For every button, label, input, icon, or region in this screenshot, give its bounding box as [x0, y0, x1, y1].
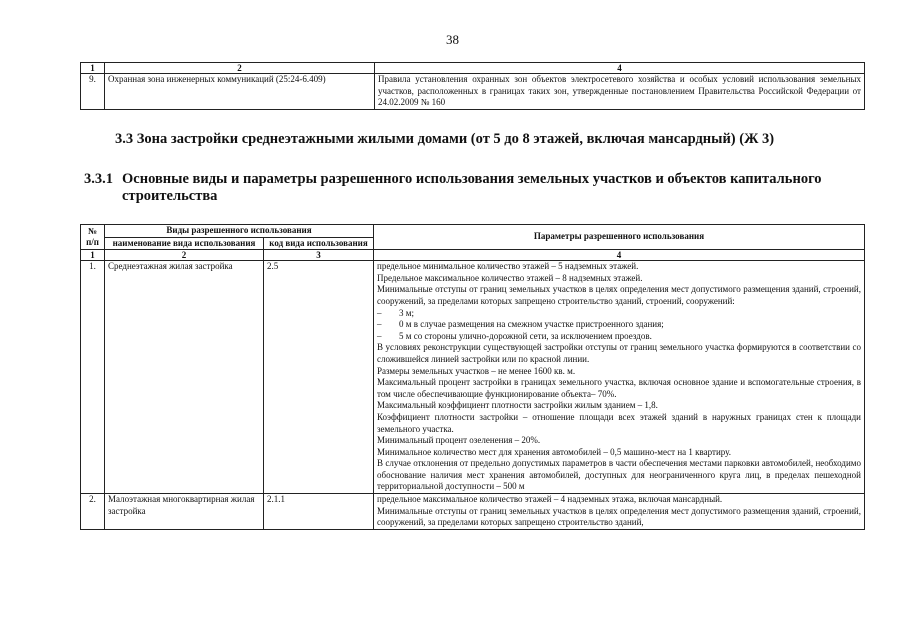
param-line: Размеры земельных участков – не менее 1600 кв. м.	[377, 365, 576, 376]
param-line: В случае отклонения от предельно допустимых параметров в части обеспечения местами парковки автомобилей, необходимо обоснование наличия мест хранения автомобилей, доступных для неограниченного круга лиц, в пределах пешеходной территориальной доступности – 500 м	[377, 458, 861, 492]
section-number-3-3-1: 3.3.1	[84, 171, 113, 187]
use-code: 2.5	[264, 261, 374, 494]
col-number: 2	[105, 250, 264, 261]
param-line: предельное минимальное количество этажей – 5 надземных этажей.	[377, 261, 639, 272]
param-bullet-text: 5 м со стороны улично-дорожной сети, за исключением проездов.	[399, 330, 652, 341]
use-name: Среднеэтажная жилая застройка	[105, 261, 264, 494]
row-number: 2.	[81, 494, 105, 530]
use-params	[374, 494, 865, 530]
param-line: Минимальное количество мест для хранения автомобилей – 0,5 машино-мест на 1 квартиру.	[377, 446, 732, 457]
header-params: Параметры разрешенного использования	[374, 225, 865, 250]
param-line: Предельное максимальное количество этажей – 8 надземных этажей.	[377, 272, 643, 283]
row-number: 1.	[81, 261, 105, 494]
param-line: Максимальный процент застройки в границах земельного участка, включая основное здание и вспомогательные строения, в том числе обеспечивающие функционирование объекта– 70%.	[377, 377, 861, 399]
table-col-numbers	[81, 63, 865, 74]
header-name: наименование вида использования	[105, 237, 264, 250]
col-number: 1	[81, 250, 105, 261]
param-bullet-text: 0 м в случае размещения на смежном участке пристроенного здания;	[399, 319, 664, 330]
col-number: 2	[105, 63, 375, 74]
table-header-row	[81, 225, 865, 238]
page-number: 38	[446, 32, 459, 47]
col-number: 4	[374, 250, 865, 261]
param-line: Минимальный процент озеленения – 20%.	[377, 435, 541, 446]
header-num: № п/п	[81, 225, 105, 250]
param-bullet: – 3 м;	[377, 308, 861, 320]
param-bullet: – 5 м со стороны улично-дорожной сети, за исключением проездов.	[377, 331, 861, 343]
col-number: 4	[375, 63, 865, 74]
table-col-numbers	[81, 250, 865, 261]
section-title-3-3-1: Основные виды и параметры разрешенного использования земельных участков и объектов капитального строительства	[122, 171, 822, 204]
param-line: Минимальные отступы от границ земельных участков в целях определения мест допустимого размещения зданий, строений, сооружений, за пределами которых запрещено строительство зданий,	[377, 505, 861, 528]
table-row	[81, 494, 865, 530]
zoning-table	[80, 224, 865, 530]
param-bullet: – 0 м в случае размещения на смежном участке пристроенного здания;	[377, 319, 861, 331]
param-line: предельное максимальное количество этажей – 4 надземных этажа, включая мансардный.	[377, 494, 723, 505]
row-number: 9.	[81, 74, 105, 110]
param-bullet-text: 3 м;	[399, 307, 414, 318]
section-heading-3-3: 3.3 Зона застройки среднеэтажными жилыми домами (от 5 до 8 этажей, включая мансардный) (Ж 3)	[115, 131, 775, 147]
param-line: В условиях реконструкции существующей застройки отступы от границ земельного участка формируются в соответствии со сложившейся линией застройки или по красной линии.	[377, 342, 861, 364]
use-name: Малоэтажная многоквартирная жилая застройка	[105, 494, 264, 530]
param-line: Минимальные отступы от границ земельных участков в целях определения мест допустимого размещения зданий, строений, сооружений, за пределами которых запрещено строительство зданий, строений, сооружений:	[377, 284, 861, 306]
col-number: 3	[264, 250, 374, 261]
continuation-table	[80, 62, 865, 110]
param-line: Коэффициент плотности застройки – отношение площади всех этажей зданий в наружных границах стен к площади земельного участка.	[377, 411, 861, 434]
header-types-group: Виды разрешенного использования	[105, 225, 374, 238]
col-number: 1	[81, 63, 105, 74]
table-row	[81, 74, 865, 110]
zone-params: Правила установления охранных зон объектов электросетевого хозяйства и особых условий использования земельных участков, расположенных в границах таких зон, утвержденные постановлением Правительства Российской Федерации от 24.02.2009 № 160	[375, 74, 865, 110]
use-params	[374, 261, 865, 494]
zone-name: Охранная зона инженерных коммуникаций (25:24-6.409)	[105, 74, 375, 110]
header-code: код вида использования	[264, 237, 374, 250]
table-row	[81, 261, 865, 494]
use-code: 2.1.1	[264, 494, 374, 530]
param-line: Максимальный коэффициент плотности застройки жилым зданием – 1,8.	[377, 400, 658, 411]
